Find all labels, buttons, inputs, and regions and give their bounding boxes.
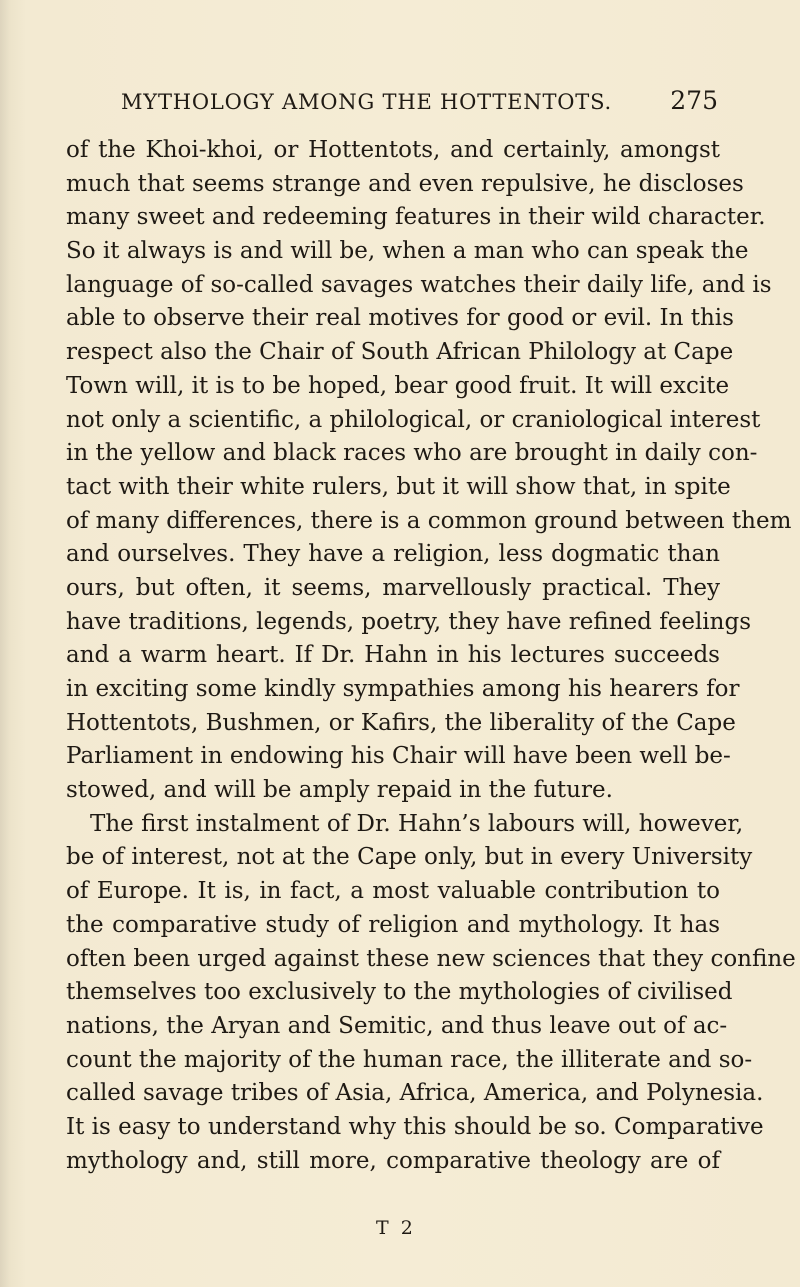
text-line: much that seems strange and even repulsive, he discloses — [66, 170, 744, 197]
text-line: not only a scientific, a philological, or craniological interest — [66, 406, 761, 433]
text-line: of many differences, there is a common ground between them — [66, 507, 792, 534]
text-line: and ourselves. They have a religion, less dogmatic than — [66, 541, 720, 568]
text-line: mythology and, still more, comparative theology are of — [66, 1147, 720, 1174]
text-line: in the yellow and black races who are brought in daily con- — [66, 440, 758, 467]
running-title: MYTHOLOGY AMONG THE HOTTENTOTS. — [121, 90, 613, 114]
page-number: 275 — [670, 86, 718, 115]
text-line: in exciting some kindly sympathies among his hearers for — [66, 676, 740, 702]
text-line: able to observe their real motives for good or evil. In this — [66, 305, 734, 332]
text-line: ours, but often, it seems, marvellously practical. They — [66, 574, 720, 601]
text-line: nations, the Aryan and Semitic, and thus leave out of ac- — [66, 1012, 728, 1039]
body-text — [66, 134, 796, 1178]
text-line: respect also the Chair of South African Philology at Cape — [66, 339, 734, 366]
text-line: Hottentots, Bushmen, or Kafirs, the liberality of the Cape — [66, 709, 736, 736]
text-line: of Europe. It is, in fact, a most valuable contribution to — [66, 878, 720, 905]
text-line: stowed, and will be amply repaid in the future. — [66, 777, 613, 804]
running-header — [121, 86, 718, 115]
text-line: have traditions, legends, poetry, they have refined feelings — [66, 608, 752, 635]
text-line: the comparative study of religion and mythology. It has — [66, 911, 720, 938]
text-line: The first instalment of Dr. Hahn’s labours will, however, — [90, 810, 744, 837]
text-line: called savage tribes of Asia, Africa, America, and Polynesia. — [66, 1080, 764, 1107]
text-line: themselves too exclusively to the mythologies of civilised — [66, 979, 733, 1006]
text-line: and a warm heart. If Dr. Hahn in his lectures succeeds — [66, 642, 720, 669]
text-line: count the majority of the human race, the illiterate and so- — [66, 1046, 753, 1073]
text-line: tact with their white rulers, but it will show that, in spite — [66, 473, 731, 500]
text-line: Parliament in endowing his Chair will have been well be- — [66, 743, 731, 770]
text-line: language of so-called savages watches their daily life, and is — [66, 271, 772, 298]
text-line: It is easy to understand why this should be so. Comparative — [66, 1113, 764, 1140]
text-line: Town will, it is to be hoped, bear good fruit. It will excite — [66, 372, 730, 399]
text-line: many sweet and redeeming features in their wild character. — [66, 204, 766, 231]
text-line: of the Khoi-khoi, or Hottentots, and certainly, amongst — [66, 137, 720, 163]
text-line: be of interest, not at the Cape only, but in every University — [66, 844, 753, 871]
text-line: So it always is and will be, when a man who can speak the — [66, 238, 749, 265]
text-line: often been urged against these new sciences that they confine — [66, 945, 796, 972]
signature-mark: T 2 — [376, 1217, 416, 1239]
